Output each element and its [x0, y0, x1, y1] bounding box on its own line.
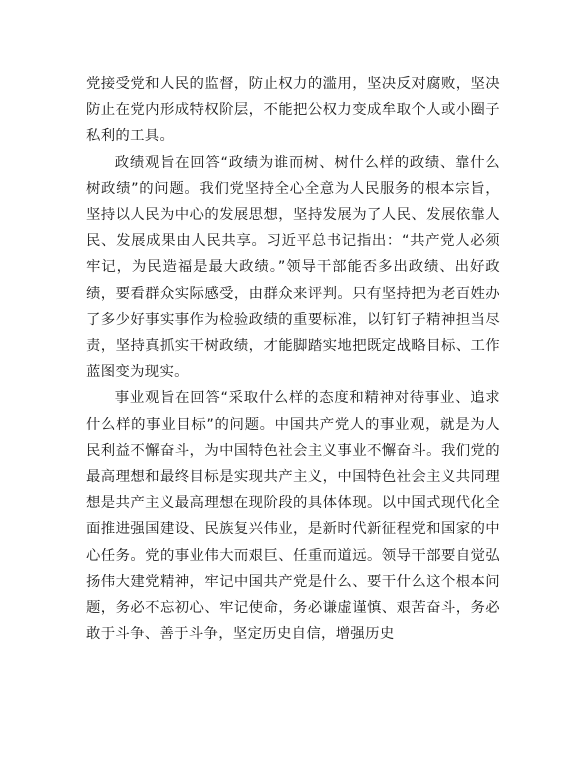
- paragraph-continuation: 党接受党和人民的监督，防止权力的滥用，坚决反对腐败，坚决防止在党内形成特权阶层，不能把公权力变成牟取个人或小圈子私利的工具。: [86, 76, 500, 145]
- paragraph-career-view: 事业观旨在回答“采取什么样的态度和精神对待事业、追求什么样的事业目标”的问题。中国共产党人的事业观，就是为人民利益不懈奋斗，为中国特色社会主义事业不懈奋斗。我们党的最高理想和最终目标是实现共产主义，中国特色社会主义共同理想是共产主义最高理想在现阶段的具体体现。以中国式现代化全面推进强国建设、民族复兴伟业，是新时代新征程党和国家的中心任务。党的事业伟大而艰巨、任重而道远。领导干部要自觉弘扬伟大建党精神，牢记中国共产党是什么、要干什么这个根本问题，务必不忘初心、牢记使命，务必谦虚谨慎、艰苦奋斗，务必敢于斗争、善于斗争，坚定历史自信，增强历史: [86, 390, 500, 643]
- paragraph-performance-view: 政绩观旨在回答“政绩为谁而树、树什么样的政绩、靠什么树政绩”的问题。我们党坚持全心全意为人民服务的根本宗旨，坚持以人民为中心的发展思想，坚持发展为了人民、发展依靠人民、发展成果由人民共享。习近平总书记指出：“共产党人必须牢记，为民造福是最大政绩。”领导干部能否多出政绩、出好政绩，要看群众实际感受，由群众来评判。只有坚持把为老百姓办了多少好事实事作为检验政绩的重要标准，以钉钉子精神担当尽责，坚持真抓实干树政绩，才能脚踏实地把既定战略目标、工作蓝图变为现实。: [86, 154, 500, 381]
